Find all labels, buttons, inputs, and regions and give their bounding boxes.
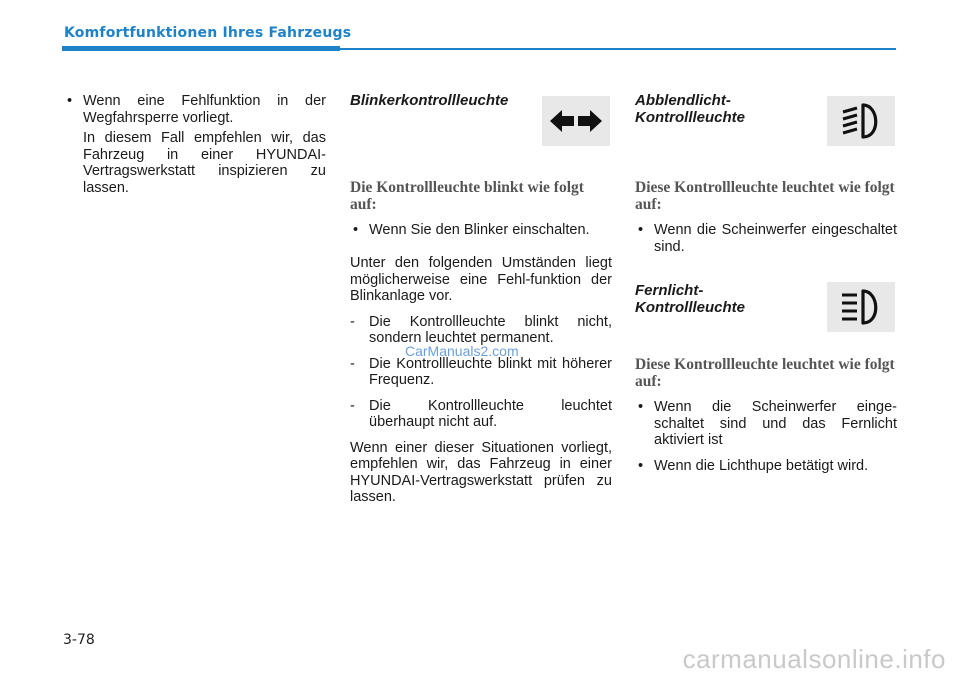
high-beam-title-line1: Fernlicht- <box>635 282 704 299</box>
header-rule-thin <box>340 48 896 50</box>
high-beam-title-line2: Kontrollleuchte <box>635 298 746 316</box>
dash-item-text: Die Kontrollleuchte leuchtet überhaupt nicht auf. <box>369 397 612 430</box>
dash-item <box>350 356 612 389</box>
dash-mark: - <box>350 313 355 330</box>
dash-item <box>350 398 612 431</box>
bullet-item: • Wenn die Lichthupe betätigt wird. <box>635 458 897 475</box>
paragraph: In diesem Fall empfehlen wir, das Fahrzeug in einer HYUNDAI-Vertragswerkstatt inspizieren zu lassen. <box>83 130 326 196</box>
high-beam-subtitle: Diese Kontrollleuchte leuchtet wie folgt auf: <box>635 356 895 390</box>
footer-watermark: carmanualsonline.info <box>682 644 946 674</box>
turn-signal-arrows-icon <box>550 108 602 134</box>
dash-item-text: Die Kontrollleuchte blinkt mit höherer Frequenz. <box>369 355 612 388</box>
low-beam-icon-box <box>827 96 895 146</box>
turn-signal-subtitle: Die Kontrollleuchte blinkt wie folgt auf: <box>350 178 584 213</box>
turn-signal-title: Blinkerkontrollleuchte <box>350 92 509 109</box>
column-middle <box>350 93 612 515</box>
bullet-item: • Wenn Sie den Blinker einschalten. <box>350 222 612 239</box>
low-beam-title <box>635 93 810 126</box>
paragraph: Wenn einer dieser Situationen vorliegt, empfehlen wir, das Fahrzeug in einer HYUNDAI-Vertragswerkstatt prüfen zu lassen. <box>350 439 612 505</box>
watermark-overlay: CarManuals2.com <box>405 343 519 359</box>
dash-item <box>350 314 612 347</box>
header-rule-thick <box>62 46 340 51</box>
dash-mark: - <box>350 397 355 414</box>
bullet-item: • Wenn die Scheinwerfer einge-schaltet sind und das Fernlicht aktiviert ist <box>635 399 897 449</box>
low-beam-title-line1: Abblendlicht- <box>635 92 731 109</box>
section-title: Komfortfunktionen Ihres Fahrzeugs <box>64 25 352 41</box>
high-beam-headlamp-icon <box>839 287 883 327</box>
low-beam-title-line2: Kontrollleuchte <box>635 108 746 126</box>
high-beam-title <box>635 283 810 316</box>
dash-mark: - <box>350 355 355 372</box>
paragraph: Unter den folgenden Umständen liegt möglicherweise eine Fehl-funktion der Blinkanlage vor. <box>350 255 612 304</box>
low-beam-headlamp-icon <box>839 101 883 141</box>
low-beam-subtitle: Diese Kontrollleuchte leuchtet wie folgt auf: <box>635 179 895 213</box>
column-left <box>64 93 326 196</box>
high-beam-icon-box <box>827 282 895 332</box>
bullet-item: • Wenn die Scheinwerfer eingeschaltet sind. <box>635 222 897 255</box>
dash-item-text: Die Kontrollleuchte blinkt nicht, sondern leuchtet permanent. <box>369 313 612 346</box>
page-number: 3-78 <box>63 632 95 648</box>
turn-signal-icon-box <box>542 96 610 146</box>
bullet-item: • Wenn eine Fehlfunktion in der Wegfahrsperre vorliegt. <box>64 93 326 126</box>
